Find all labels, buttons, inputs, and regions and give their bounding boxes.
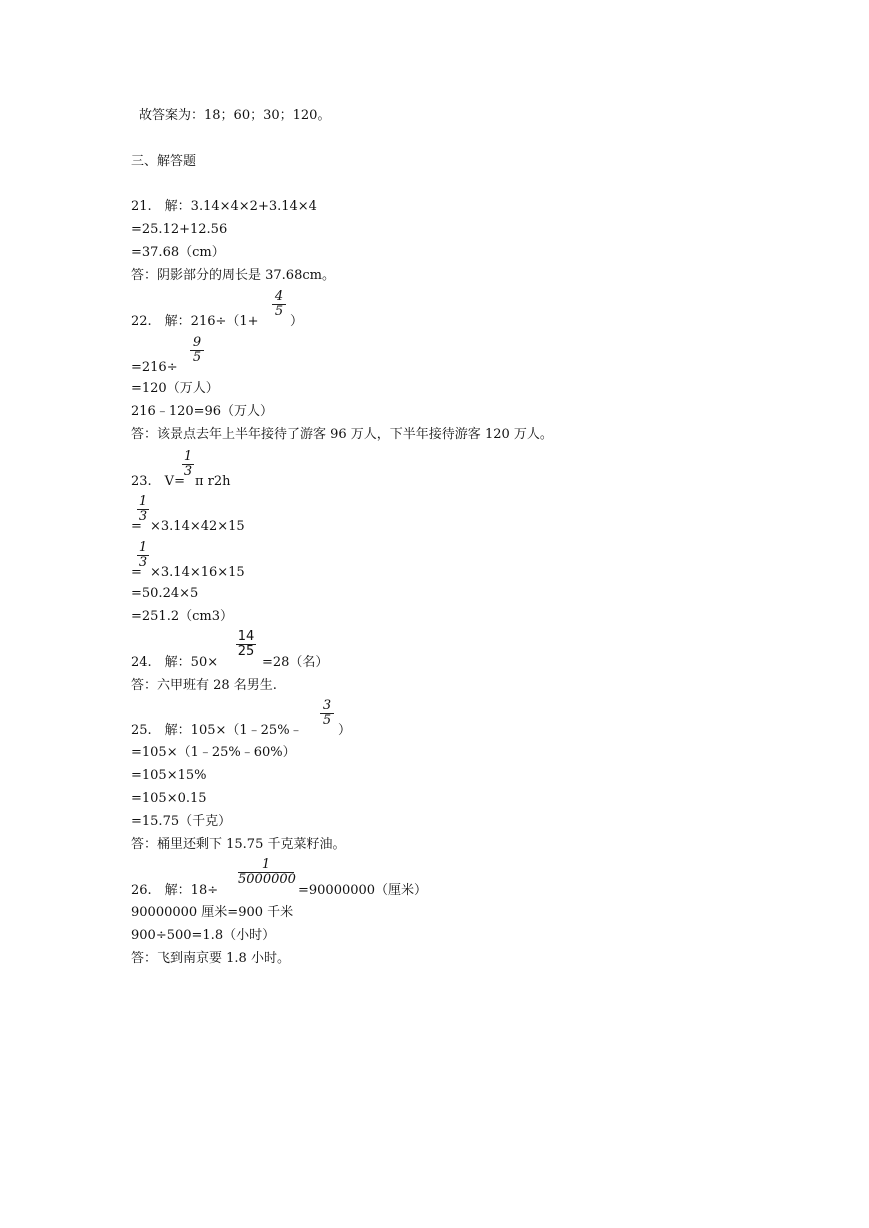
q25-line-1-end: ） xyxy=(338,723,352,738)
q26-line-3: 900÷500=1.8（小时） xyxy=(131,928,276,943)
q26-answer: 答：飞到南京要 1.8 小时。 xyxy=(131,951,290,966)
q23-line-3-end: ×3.14×16×15 xyxy=(150,565,245,580)
fraction-numerator: 9 xyxy=(192,335,202,350)
q23-line-1-start: 23. V= xyxy=(131,474,185,489)
fraction-denominator: 25 xyxy=(237,644,255,659)
q24-fraction-14-25 xyxy=(236,630,256,659)
q24-line-1-end: =28（名） xyxy=(262,655,329,670)
q22-line-2-start: =216÷ xyxy=(131,360,178,375)
q26-line-2: 90000000 厘米=900 千米 xyxy=(131,905,294,920)
q22-line-3: =120（万人） xyxy=(131,381,219,396)
q21-line-1: 21. 解：3.14×4×2+3.14×4 xyxy=(131,199,317,214)
fraction-numerator: 1 xyxy=(138,540,148,555)
q23-fraction-1-3-a xyxy=(182,450,194,479)
q25-line-1-start: 25. 解：105×（1﹣25%﹣ xyxy=(131,723,303,738)
q22-line-1-end: ） xyxy=(290,314,304,329)
q25-line-2: =105×（1﹣25%﹣60%） xyxy=(131,745,296,760)
fraction-denominator: 5 xyxy=(322,713,332,728)
previous-answer-line: 故答案为：18；60；30；120。 xyxy=(139,108,331,123)
fraction-denominator: 5 xyxy=(192,350,202,365)
fraction-numerator: 1 xyxy=(138,494,148,509)
q25-answer: 答：桶里还剩下 15.75 千克菜籽油。 xyxy=(131,837,346,852)
q22-answer: 答：该景点去年上半年接待了游客 96 万人，下半年接待游客 120 万人。 xyxy=(131,427,553,442)
q25-fraction-3-5 xyxy=(320,699,334,728)
q23-line-3-start: = xyxy=(131,565,142,580)
q24-line-1-start: 24. 解：50× xyxy=(131,655,219,670)
fraction-denominator: 3 xyxy=(138,509,148,524)
q23-line-2-start: = xyxy=(131,519,142,534)
q21-line-2: =25.12+12.56 xyxy=(131,222,228,237)
fraction-numerator: 3 xyxy=(322,698,332,713)
q22-line-1-start: 22. 解：216÷（1+ xyxy=(131,314,259,329)
fraction-numerator: 4 xyxy=(274,289,284,304)
q22-fraction-9-5 xyxy=(190,336,204,365)
fraction-numerator: 14 xyxy=(237,629,255,644)
q23-line-5: =251.2（cm3） xyxy=(131,609,233,624)
fraction-denominator: 3 xyxy=(138,555,148,570)
q23-fraction-1-3-b xyxy=(137,495,149,524)
q21-line-3: =37.68（cm） xyxy=(131,245,225,260)
q25-line-4: =105×0.15 xyxy=(131,791,207,806)
q22-fraction-4-5 xyxy=(272,290,286,319)
fraction-denominator: 3 xyxy=(183,464,193,479)
section-title: 三、解答题 xyxy=(131,154,197,169)
q22-line-4: 216﹣120=96（万人） xyxy=(131,404,274,419)
q23-line-4: =50.24×5 xyxy=(131,586,199,601)
fraction-denominator: 5 xyxy=(274,304,284,319)
fraction-numerator: 1 xyxy=(183,449,193,464)
q23-line-2-end: ×3.14×42×15 xyxy=(150,519,245,534)
q25-line-5: =15.75（千克） xyxy=(131,814,232,829)
q23-fraction-1-3-c xyxy=(137,541,149,570)
q25-line-3: =105×15% xyxy=(131,768,207,783)
fraction-denominator: 5000000 xyxy=(238,872,296,887)
q23-line-1-end: π r2h xyxy=(195,474,231,489)
q21-answer: 答：阴影部分的周长是 37.68cm。 xyxy=(131,268,335,283)
q26-line-1-start: 26. 解：18÷ xyxy=(131,883,219,898)
q26-line-1-end: =90000000（厘米） xyxy=(298,883,428,898)
q24-answer: 答：六甲班有 28 名男生. xyxy=(131,678,277,693)
fraction-numerator: 1 xyxy=(261,857,271,872)
q26-fraction-1-5000000 xyxy=(238,858,294,887)
